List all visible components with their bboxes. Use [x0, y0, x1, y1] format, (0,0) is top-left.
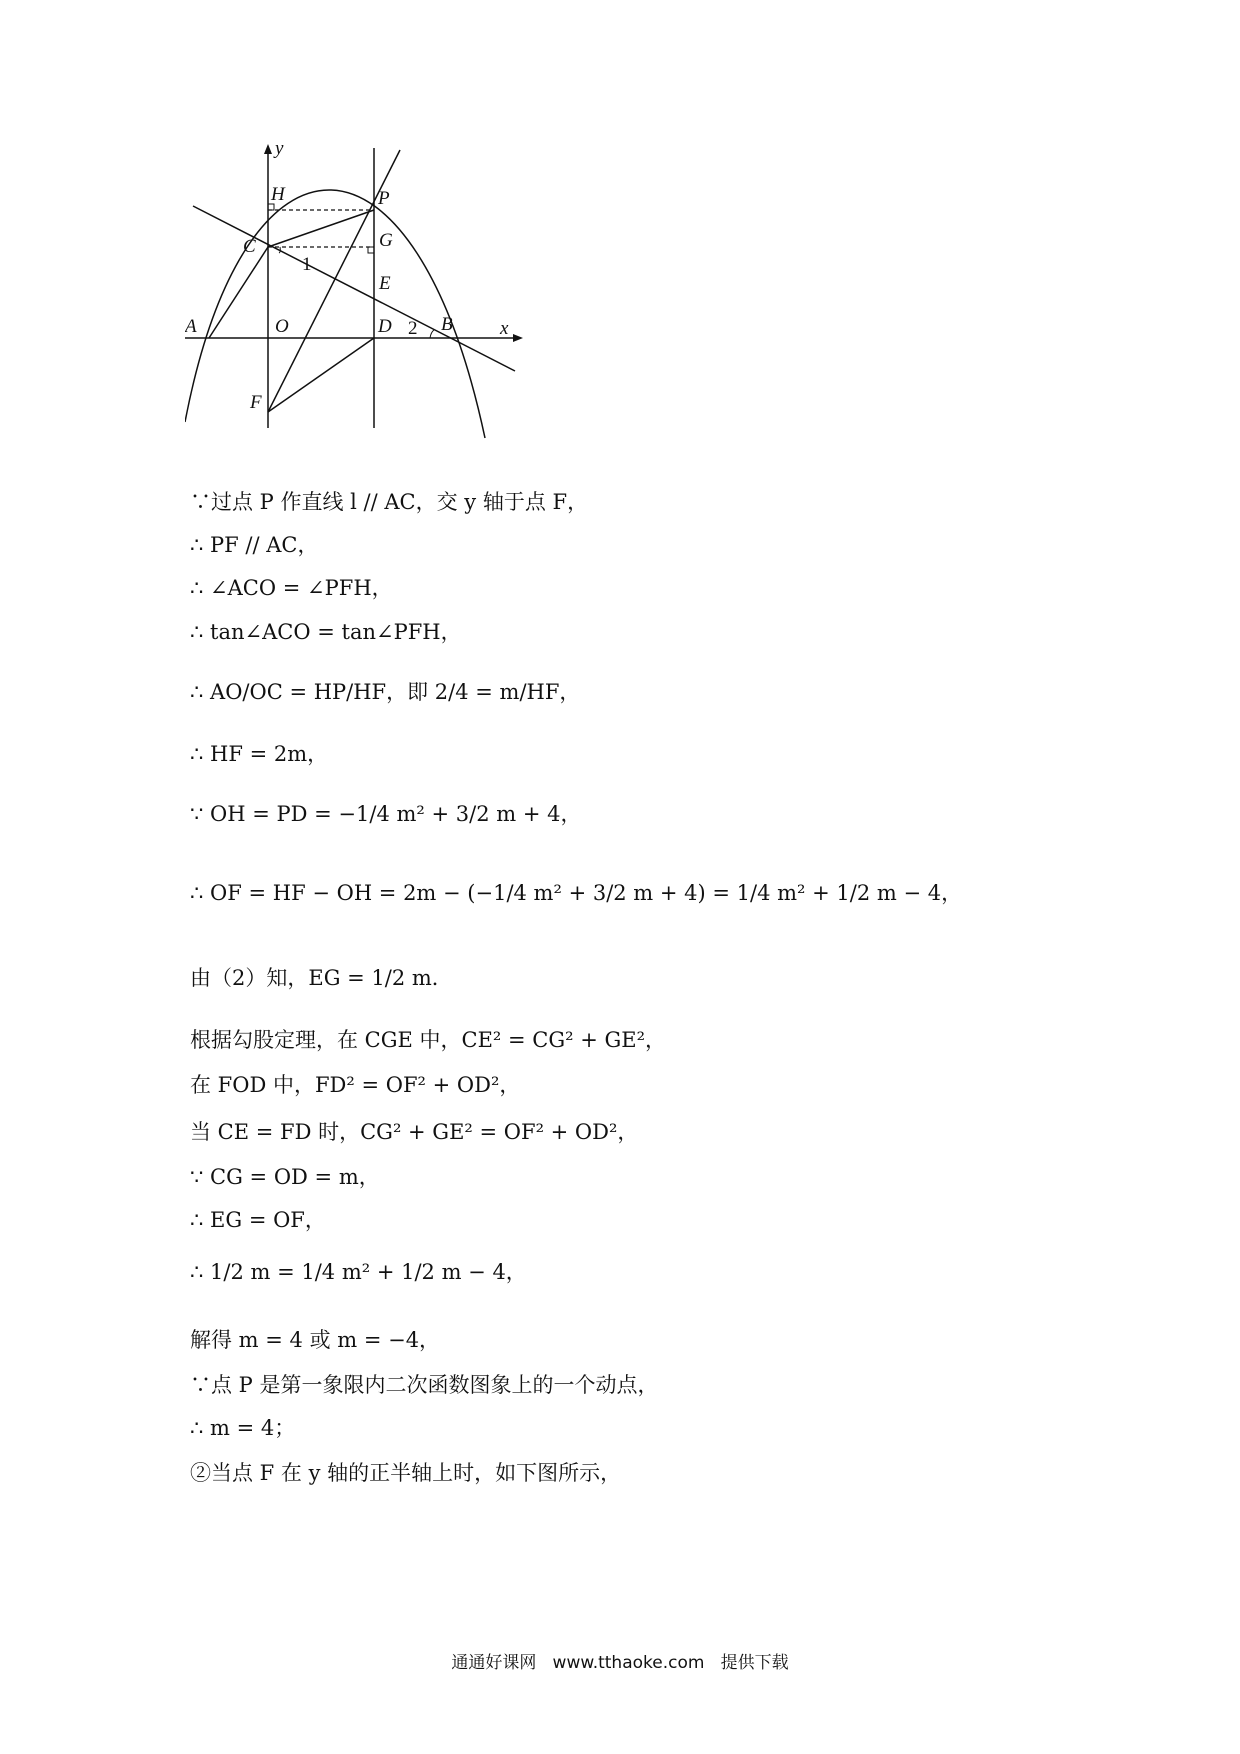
line-18	[190, 1418, 295, 1439]
line-16-text: 解得 m = 4 或 m = −4，	[190, 1328, 441, 1352]
label-e: E	[379, 273, 391, 294]
line-19-text: ②当点 F 在 y 轴的正半轴上时，如下图所示，	[190, 1461, 622, 1485]
line-9-text: 由（2）知，EG = 1/2 m．	[190, 966, 453, 990]
line-4-text: ∴ tan∠ACO = tan∠PFH，	[190, 620, 462, 644]
parabola-curve	[185, 190, 485, 438]
line-13-text: ∵ CG = OD = m，	[190, 1165, 380, 1189]
x-axis-arrow	[513, 334, 523, 342]
line-8	[190, 883, 962, 904]
line-15	[190, 1262, 527, 1283]
line-cp	[268, 210, 374, 247]
line-14	[190, 1210, 326, 1231]
line-9	[190, 968, 453, 989]
angle-arc-2	[430, 330, 434, 338]
line-7	[190, 804, 581, 825]
line-fd	[268, 338, 374, 412]
line-19	[190, 1463, 621, 1484]
label-a: A	[185, 316, 197, 337]
line-17-text: ∵点 P 是第一象限内二次函数图象上的一个动点，	[190, 1373, 659, 1397]
line-11-text: 在 FOD 中，FD² = OF² + OD²，	[190, 1073, 521, 1097]
line-16	[190, 1330, 440, 1351]
line-5-text: ∴ AO/OC = HP/HF，即 2/4 = m/HF，	[190, 680, 581, 704]
label-h: H	[271, 184, 285, 205]
line-15-text: ∴ 1/2 m = 1/4 m² + 1/2 m − 4，	[190, 1260, 527, 1284]
line-13	[190, 1167, 380, 1188]
line-2	[190, 535, 318, 556]
line-12	[190, 1122, 638, 1143]
line-2-text: ∴ PF // AC，	[190, 533, 319, 557]
footer-suffix: 提供下载	[720, 1653, 789, 1673]
label-d: D	[378, 316, 392, 337]
label-angle-2: 2	[408, 318, 418, 339]
line-17	[190, 1375, 658, 1396]
label-x: x	[500, 318, 509, 339]
label-b: B	[441, 314, 453, 335]
line-4	[190, 622, 462, 643]
label-f: F	[250, 392, 262, 413]
line-6	[190, 744, 328, 765]
label-p: P	[378, 188, 390, 209]
line-7-text: ∵ OH = PD = −1/4 m² + 3/2 m + 4，	[190, 802, 582, 826]
footer-url: www.tthaoke.com	[552, 1653, 705, 1673]
line-5	[190, 682, 580, 703]
line-11	[190, 1075, 520, 1096]
line-8-text: ∴ OF = HF − OH = 2m − (−1/4 m² + 3/2 m + 4) = 1/4 m² + 1/2 m − 4，	[190, 881, 963, 905]
line-14-text: ∴ EG = OF，	[190, 1208, 326, 1232]
line-18-text: ∴ m = 4；	[190, 1416, 296, 1440]
line-3-text: ∴ ∠ACO = ∠PFH，	[190, 576, 393, 600]
line-1-text: ∵过点 P 作直线 l // AC，交 y 轴于点 F，	[190, 490, 589, 514]
geometry-figure	[185, 140, 535, 440]
line-1	[190, 492, 588, 513]
line-6-text: ∴ HF = 2m，	[190, 742, 329, 766]
label-c: C	[243, 236, 256, 257]
line-10-text: 根据勾股定理，在 CGE 中，CE² = CG² + GE²，	[190, 1028, 667, 1052]
y-axis-arrow	[264, 144, 272, 154]
label-y: y	[275, 140, 284, 159]
figure-svg	[185, 140, 535, 440]
label-angle-1: 1	[302, 254, 312, 275]
footer-site-name: 通通好课网	[451, 1653, 537, 1673]
page-footer	[0, 1648, 1240, 1673]
label-o: O	[275, 316, 289, 337]
line-3	[190, 578, 393, 599]
line-12-text: 当 CE = FD 时，CG² + GE² = OF² + OD²，	[190, 1120, 639, 1144]
label-g: G	[379, 230, 393, 251]
right-angle-g	[368, 247, 374, 253]
line-10	[190, 1030, 666, 1051]
